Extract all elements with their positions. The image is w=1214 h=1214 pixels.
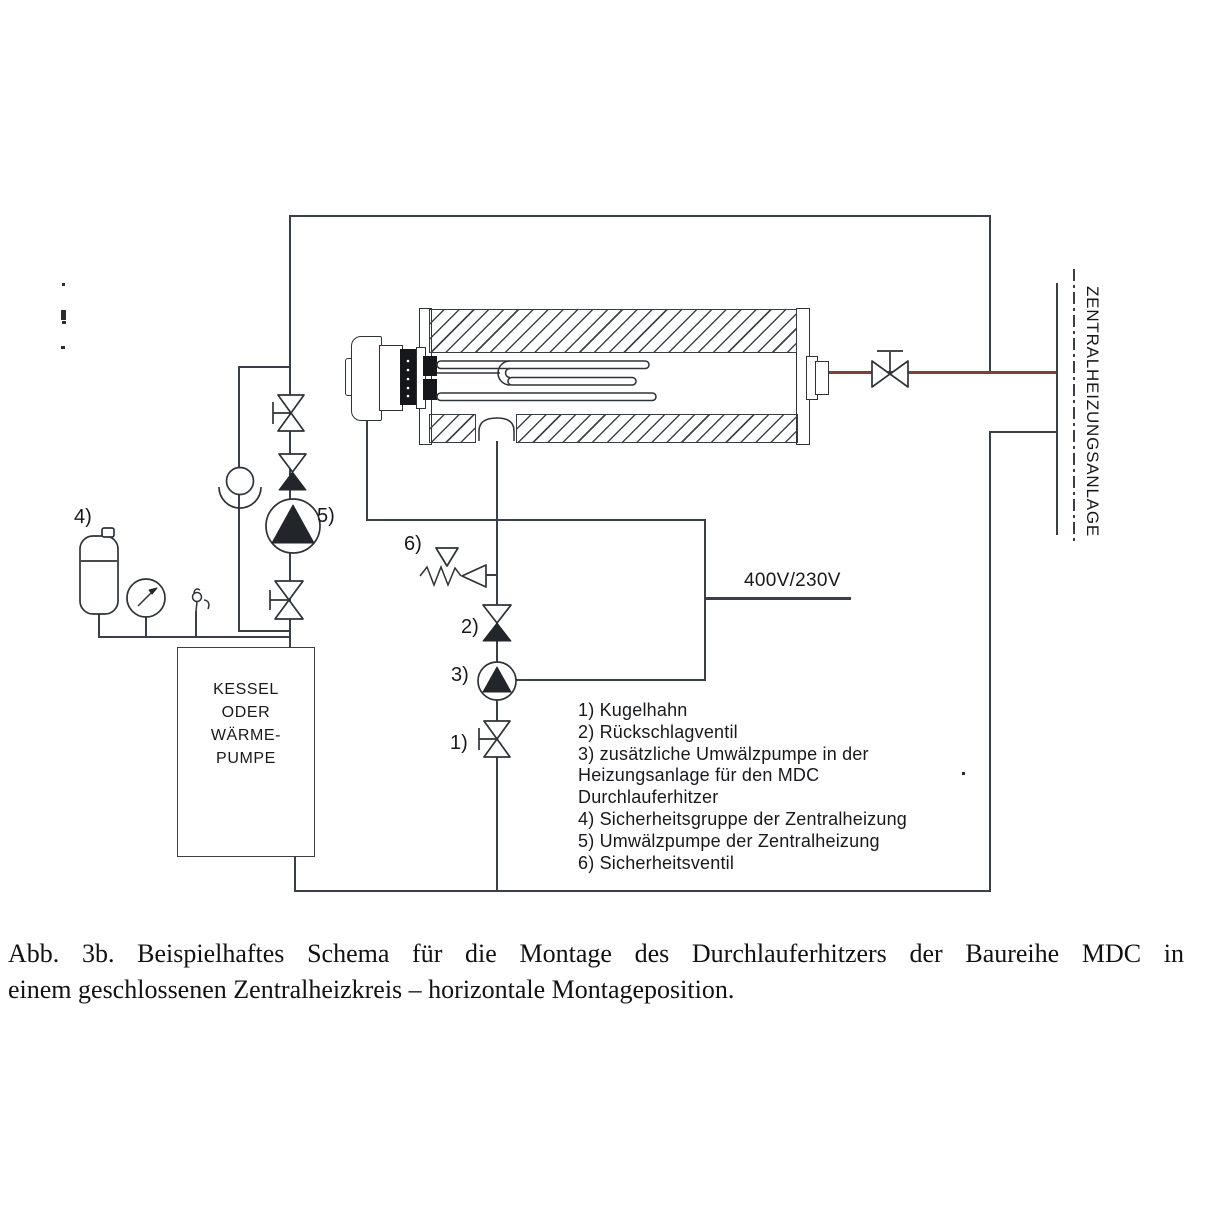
bypass-fitting-icon bbox=[219, 468, 261, 509]
boiler-label-line: WÄRME- bbox=[210, 727, 282, 744]
legend-line-7: 5) Umwälzpumpe der Zentralheizung bbox=[578, 830, 880, 851]
check-valve-riser-icon bbox=[279, 454, 306, 490]
ball-valve-1-icon bbox=[479, 721, 510, 757]
caption-line-2: einem geschlossenen Zentralheizkreis – horizontale Montageposition. bbox=[8, 975, 735, 1004]
legend-line-6: 4) Sicherheitsgruppe der Zentralheizung bbox=[578, 808, 907, 829]
pressure-gauge-icon bbox=[127, 579, 165, 617]
scan-artifact bbox=[962, 772, 965, 775]
ball-valve-riser-lower-icon bbox=[270, 581, 303, 619]
callout-5: 5) bbox=[317, 505, 335, 527]
callout-3: 3) bbox=[451, 664, 469, 686]
scan-artifact bbox=[61, 346, 65, 349]
callout-2: 2) bbox=[461, 616, 479, 638]
boiler-label-line: PUMPE bbox=[216, 750, 276, 767]
boiler-label bbox=[178, 678, 314, 770]
heater-head-dots bbox=[407, 360, 410, 398]
legend-line-1: 1) Kugelhahn bbox=[578, 700, 688, 720]
callout-6: 6) bbox=[404, 533, 422, 555]
legend-line-3: 3) zusätzliche Umwälzpumpe in der bbox=[578, 743, 869, 764]
ball-valve-supply-icon bbox=[872, 351, 908, 387]
figure-caption bbox=[8, 936, 1184, 1008]
safety-valve-6-icon bbox=[420, 548, 486, 587]
heating-element-icon bbox=[437, 361, 656, 401]
boiler-label-line: KESSEL bbox=[213, 681, 279, 698]
legend-line-8: 6) Sicherheitsventil bbox=[578, 852, 735, 873]
legend-line-5: Durchlauferhitzer bbox=[578, 787, 719, 808]
legend-line-4: Heizungsanlage für den MDC bbox=[578, 765, 820, 786]
scan-artifact bbox=[61, 310, 66, 320]
scan-artifact bbox=[62, 283, 65, 286]
callout-1: 1) bbox=[450, 732, 468, 754]
power-supply-label: 400V/230V bbox=[744, 570, 841, 591]
boiler-label-line: ODER bbox=[221, 704, 271, 721]
legend-line-2: 2) Rückschlagventil bbox=[578, 721, 738, 742]
heater-bottom-port-icon bbox=[479, 418, 514, 441]
ball-valve-riser-upper-icon bbox=[273, 395, 304, 431]
check-valve-2-icon bbox=[483, 605, 511, 641]
scan-artifact bbox=[62, 321, 66, 324]
pump-5-icon bbox=[266, 499, 320, 553]
pump-3-icon bbox=[478, 662, 516, 700]
legend bbox=[578, 700, 907, 874]
expansion-vessel-icon bbox=[80, 528, 118, 614]
central-heating-system-label: ZENTRALHEIZUNGSANLAGE bbox=[1083, 286, 1102, 538]
boiler-box bbox=[177, 647, 315, 857]
air-vent-icon bbox=[193, 589, 209, 611]
caption-line-1: Abb. 3b. Beispielhaftes Schema für die Montage des Durchlauferhitzers der Baureihe MDC in bbox=[8, 939, 1184, 968]
callout-4: 4) bbox=[74, 506, 92, 528]
